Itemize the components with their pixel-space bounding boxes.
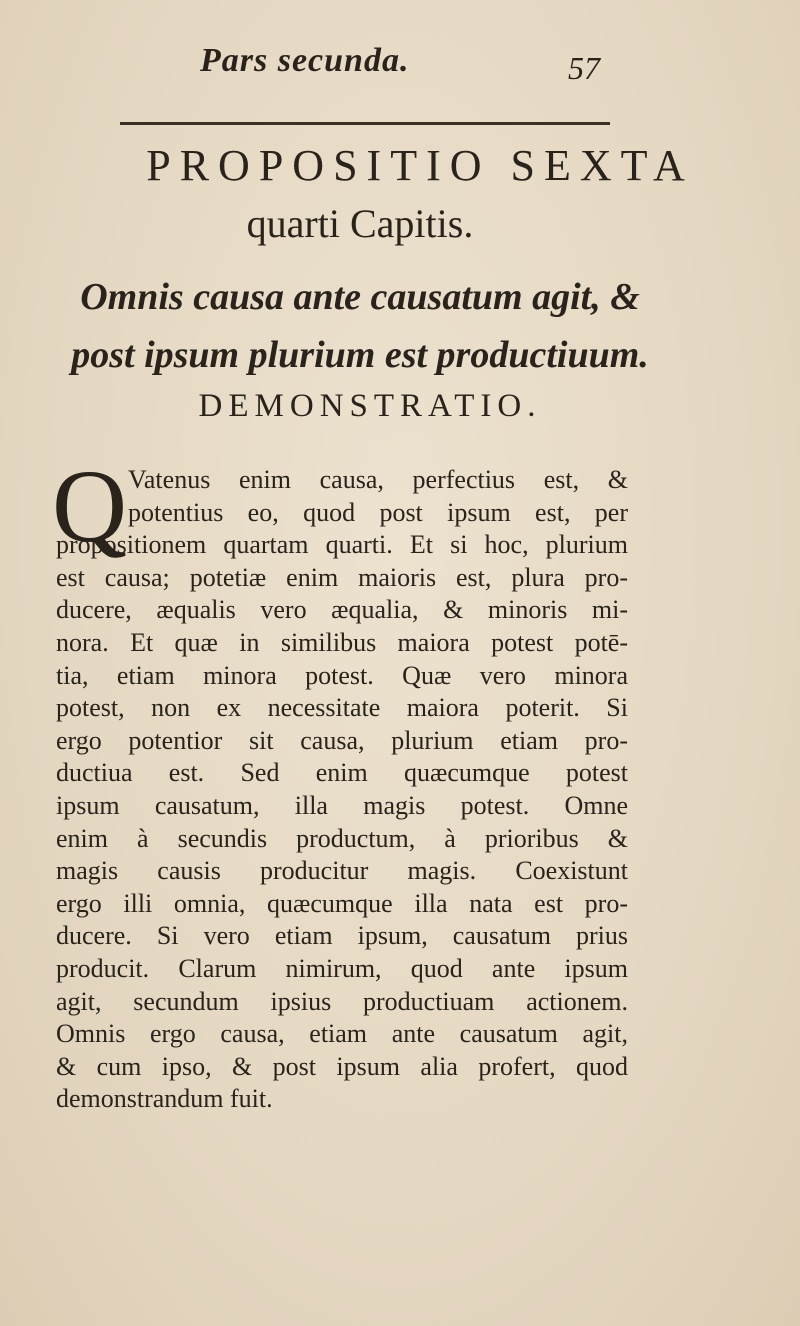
proposition-title: PROPOSITIO SEXTA — [146, 141, 694, 190]
body-line: Vatenus enim causa, perfectius est, & — [128, 465, 628, 494]
body-line: & cum ipso, & post ipsum alia profert, quod — [56, 1051, 628, 1081]
demonstration-body — [52, 449, 628, 1116]
proposition-subtitle: quarti Capitis. — [246, 201, 474, 246]
page-number: 57 — [568, 50, 600, 86]
body-line: ergo potentior sit causa, plurium etiam pro- — [56, 725, 628, 755]
body-line: potest, non ex necessitate maiora poterit. Si — [56, 693, 628, 723]
running-head: Pars secunda. — [200, 42, 410, 79]
body-line: ducere. Si vero etiam ipsum, causatum prius — [56, 921, 628, 951]
body-line: producit. Clarum nimirum, quod ante ipsum — [56, 953, 628, 983]
body-line: ergo illi omnia, quæcumque illa nata est pro- — [56, 888, 628, 918]
body-line: ipsum causatum, illa magis potest. Omne — [56, 790, 628, 820]
thesis-line: Omnis causa ante causatum agit, & — [80, 276, 640, 318]
body-line: propositionem quartam quarti. Et si hoc, plurium — [56, 530, 628, 560]
body-line: tia, etiam minora potest. Quæ vero minora — [56, 660, 628, 690]
page-header — [0, 42, 800, 92]
body-line: enim à secundis productum, à prioribus & — [56, 823, 628, 853]
body-line: est causa; potetiæ enim maioris est, plura pro- — [56, 562, 628, 592]
proposition-thesis — [60, 268, 660, 384]
body-line: magis causis producitur magis. Coexistunt — [56, 856, 628, 886]
drop-cap: Q — [52, 449, 128, 564]
body-line: ducere, æqualis vero æqualia, & minoris mi- — [56, 595, 628, 625]
body-line: demonstrandum fuit. — [56, 1084, 273, 1114]
thesis-line: post ipsum plurium est productiuum. — [71, 334, 649, 376]
demonstration-heading: DEMONSTRATIO. — [198, 388, 542, 424]
body-line: agit, secundum ipsius productiuam actionem. — [56, 986, 628, 1016]
body-line: nora. Et quæ in similibus maiora potest potē- — [56, 627, 628, 657]
body-line: Omnis ergo causa, etiam ante causatum agit, — [56, 1019, 628, 1049]
body-line: ductiua est. Sed enim quæcumque potest — [56, 758, 628, 788]
body-line: potentius eo, quod post ipsum est, per — [128, 497, 628, 527]
header-rule — [120, 122, 610, 125]
